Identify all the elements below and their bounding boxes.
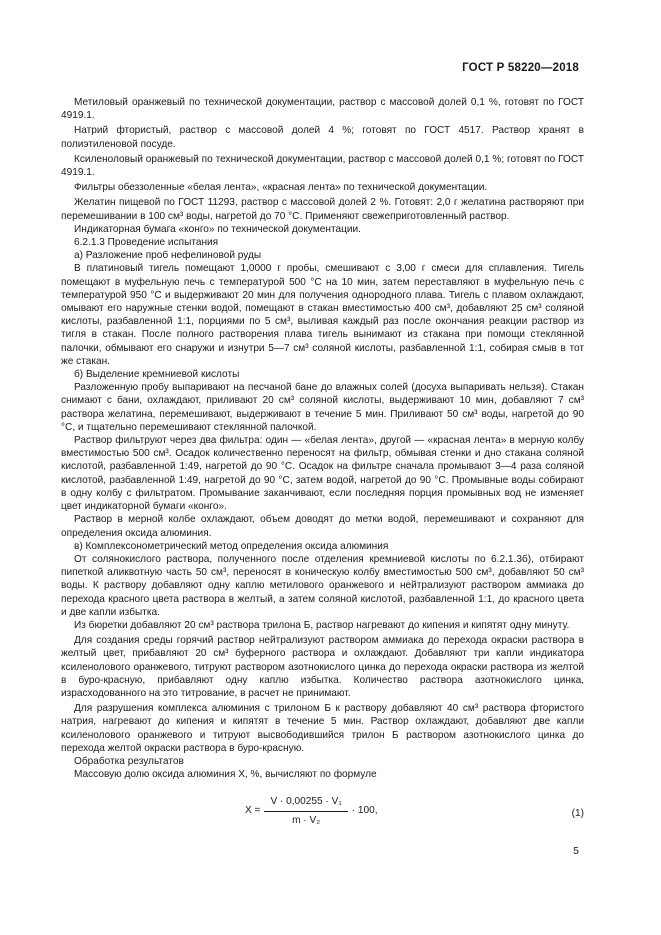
formula-denominator: m · V₂ bbox=[292, 814, 321, 826]
paragraph: Массовую долю оксида алюминия X, %, вычисляют по формуле bbox=[74, 769, 377, 781]
paragraph: От солянокислого раствора, полученного после отделения кремниевой кислоты по 6.2.1.3б), отбирают пипеткой аликвотную часть 50 см³, переносят в коническую колбу вместимостью 500 см³, добавляют 50 см³ воды. К раствору добавляют одну каплю метилового оранжевого и нейтрализуют раствором аммиака до перехода красного цвета раствора в желтый, а затем соляной кислотой, разбавленной 1:1, до красного цвета и две капли избытка. bbox=[61, 553, 584, 618]
page-number: 5 bbox=[573, 845, 579, 857]
document-body bbox=[61, 96, 584, 845]
formula-block bbox=[61, 795, 584, 845]
paragraph: Разложенную пробу выпаривают на песчаной бане до влажных солей (досуха выпаривать нельзя). Стакан снимают с бани, охлаждают, приливают 20 см³ соляной кислоты, выдерживают 10 мин, добавляют 7 см³ раствора желатина, перемешивают, выдерживают в течение 5 мин. Приливают 50 см³ воды, нагретой до 90 °С, и тщательно перемешивают стеклянной палочкой. bbox=[61, 382, 584, 433]
paragraph: Из бюретки добавляют 20 см³ раствора трилона Б, раствор нагревают до кипения и кипятят одну минуту. bbox=[74, 619, 570, 631]
paragraph: Фильтры обеззоленные «белая лента», «красная лента» по технической документации. bbox=[74, 182, 488, 194]
section-heading: Обработка результатов bbox=[74, 755, 184, 767]
paragraph: В платиновый тигель помещают 1,0000 г пробы, смешивают с 3,00 г смеси для сплавления. Тигель помещают в муфельную печь с температурой 500 °С на 10 мин, затем переставляют в муфельную печь с температурой 950 °С и выдерживают 20 мин для получения однородного плава. Тигель с плавом охлаждают, омывают его наружные стенки водой, помещают в стакан вместимостью 400 см³, добавляют 25 см³ соляной кислоты, разбавленной 1:1, порциями по 5 см³, выливая каждый раз после окончания реакции раствор из тигля в стакан. После полного растворения плава тигель вынимают из стакана при помощи стеклянной палочки, обмывают его снаружи и изнутри 5—7 см³ соляной кислоты, разбавленной 1:1, собирая смыв в тот же стакан. bbox=[61, 263, 584, 367]
paragraph: Желатин пищевой по ГОСТ 11293, раствор с массовой долей 2 %. Готовят: 2,0 г желатина растворяют при перемешивании в 100 см³ воды, нагретой до 70 °С. Применяют свежеприготовленный раствор. bbox=[61, 197, 584, 222]
paragraph: Раствор в мерной колбе охлаждают, объем доводят до метки водой, перемешивают и сохраняют для определения оксида алюминия. bbox=[61, 514, 584, 539]
formula-numerator: V · 0,00255 · V₁ bbox=[264, 795, 347, 811]
paragraph: Для разрушения комплекса алюминия с трилоном Б к раствору добавляют 40 см³ раствора фтористого натрия, нагревают до кипения и кипятят в течение 5 мин. Раствор охлаждают, добавляют две капли ксиленолового оранжевого и титруют высвободившийся трилон Б раствором азотнокислого цинка до перехода желтой окраски раствора в буро-красную. bbox=[61, 703, 584, 754]
subsection-heading: б) Выделение кремниевой кислоты bbox=[74, 369, 240, 381]
subsection-heading: в) Комплексонометрический метод определения оксида алюминия bbox=[74, 540, 389, 552]
paragraph: Индикаторная бумага «конго» по технической документации. bbox=[74, 223, 361, 235]
paragraph: Метиловый оранжевый по технической документации, раствор с массовой долей 0,1 %, готовят по ГОСТ 4919.1. bbox=[61, 97, 584, 122]
subsection-heading: а) Разложение проб нефелиновой руды bbox=[74, 250, 262, 262]
formula-fraction bbox=[264, 795, 347, 826]
paragraph: Натрий фтористый, раствор с массовой долей 4 %; готовят по ГОСТ 4517. Раствор хранят в полиэтиленовой посуде. bbox=[61, 125, 584, 150]
section-heading: 6.2.1.3 Проведение испытания bbox=[74, 237, 219, 249]
formula-lhs: X = bbox=[245, 805, 261, 817]
formula-tail: · 100, bbox=[351, 805, 378, 817]
equation-number: (1) bbox=[571, 808, 584, 820]
standard-header: ГОСТ Р 58220—2018 bbox=[462, 62, 579, 74]
paragraph: Ксиленоловый оранжевый по технической документации, раствор с массовой долей 0,1 %; готовят по ГОСТ 4919.1. bbox=[61, 153, 584, 179]
paragraph: Раствор фильтруют через два фильтра: один — «белая лента», другой — «красная лента» в мерную колбу вместимостью 500 см³. Осадок количественно переносят на фильтр, обмывая стенки и дно стакана соляной кислотой, разбавленной 1:49, нагретой до 90 °С. Осадок на фильтре сначала промывают 3—4 раза соляной кислотой, разбавленной 1:49, нагретой до 90 °С, затем водой, нагретой до 90 °С. Промывные воды собирают в одну колбу с фильтратом. Промывание заканчивают, если последняя порция промывных вод не изменяет цвет индикаторной бумаги «конго». bbox=[61, 435, 584, 513]
paragraph: Для создания среды горячий раствор нейтрализуют раствором аммиака до перехода окраски раствора в желтый цвет, прибавляют 20 см³ буферного раствора и охлаждают. Добавляют три капли индикатора ксиленолового оранжевого, титруют раствором азотнокислого цинка до перехода окраски раствора из желтой в буро-красную, прибавляют одну каплю избытка. Количество раствора азотнокислого цинка, израсходованного на это титрование, в расчет не принимают. bbox=[61, 635, 584, 699]
formula bbox=[245, 795, 378, 826]
